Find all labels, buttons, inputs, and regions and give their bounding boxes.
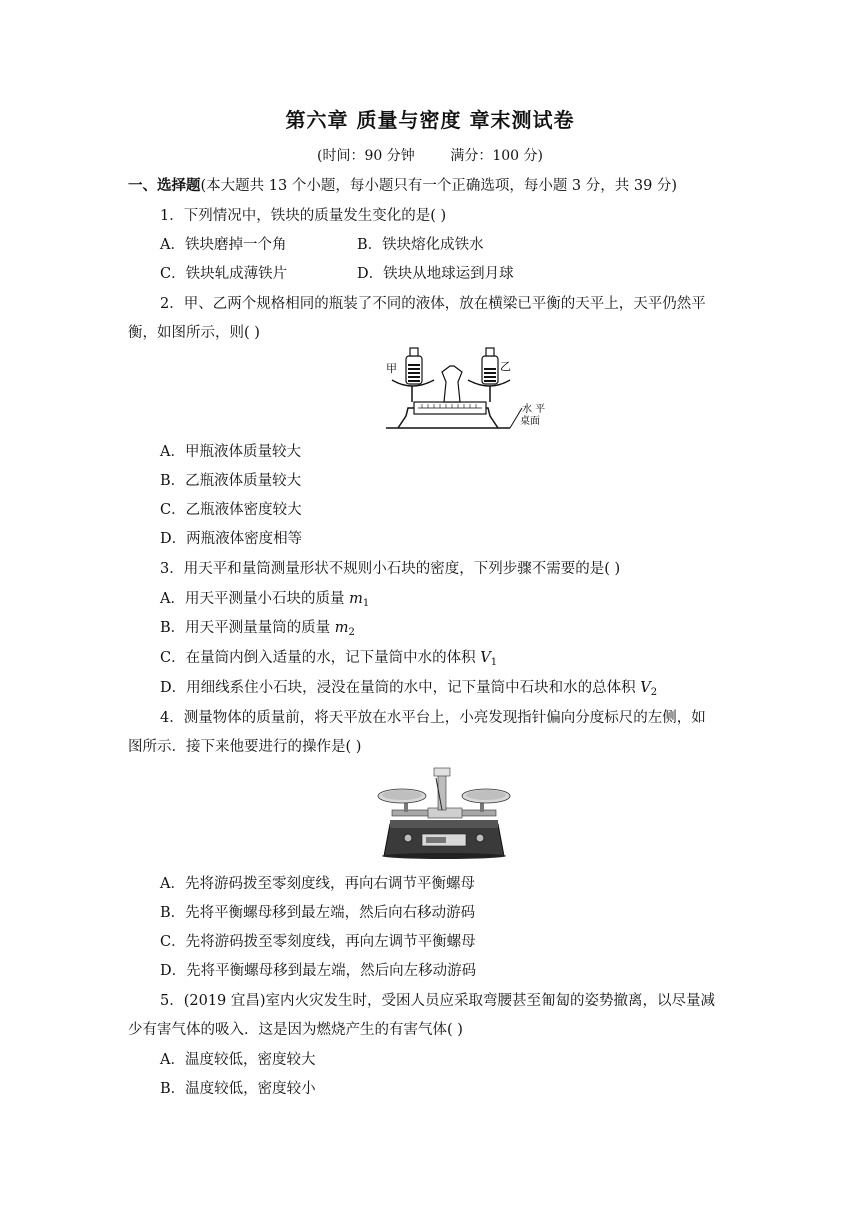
exam-info: (时间：90 分钟 满分：100 分) <box>317 148 543 164</box>
q2-stem-line2: 衡，如图所示，则( ) <box>128 325 260 341</box>
q1-option-d: D．铁块从地球运到月球 <box>357 266 514 282</box>
q2-option-c: C．乙瓶液体密度较大 <box>160 502 302 518</box>
balance-photo-figure <box>376 764 512 860</box>
page-title: 第六章 质量与密度 章末测试卷 <box>285 108 575 132</box>
section-heading <box>128 174 677 195</box>
q2-option-b: B．乙瓶液体质量较大 <box>160 473 302 489</box>
q3-option-a <box>160 587 369 609</box>
q3-option-d-sub: 2 <box>650 687 658 698</box>
q1-option-c: C．铁块轧成薄铁片 <box>160 266 288 282</box>
q3-option-b <box>160 616 355 638</box>
q3-option-b-var: m <box>334 620 349 636</box>
q3-option-b-sub: 2 <box>348 627 355 638</box>
q3-option-d-text: D．用细线系住小石块，浸没在量筒的水中，记下量筒中石块和水的总体积 <box>160 680 641 696</box>
balance-with-bottles-figure <box>382 342 558 434</box>
q2-option-a: A．甲瓶液体质量较大 <box>160 444 301 460</box>
q5-stem-line2: 少有害气体的吸入．这是因为燃烧产生的有害气体( ) <box>128 1022 463 1038</box>
section-title: 一、选择题 <box>128 178 201 194</box>
q3-option-c-text: C．在量筒内倒入适量的水，记下量筒中水的体积 <box>160 650 481 666</box>
section-description: (本大题共 13 个小题，每小题只有一个正确选项，每小题 3 分，共 39 分) <box>200 178 678 194</box>
q4-option-b: B．先将平衡螺母移到最左端，然后向右移动游码 <box>160 905 476 921</box>
q1-option-b: B．铁块熔化成铁水 <box>357 237 484 253</box>
q3-option-c-sub: 1 <box>490 657 498 668</box>
q3-option-d <box>160 676 657 698</box>
label-jia: 甲 <box>386 362 397 375</box>
q3-option-b-text: B．用天平测量量筒的质量 <box>160 620 335 636</box>
label-yi: 乙 <box>500 360 511 373</box>
q2-stem-line1: 2．甲、乙两个规格相同的瓶装了不同的液体，放在横梁已平衡的天平上，天平仍然平 <box>160 296 706 312</box>
q5-option-b: B．温度较低，密度较小 <box>160 1081 316 1097</box>
q3-option-a-sub: 1 <box>362 598 370 609</box>
q5-stem-line1: 5．(2019 宜昌)室内火灾发生时，受困人员应采取弯腰甚至匍匐的姿势撤离，以尽量减 <box>160 993 716 1009</box>
q3-stem: 3．用天平和量筒测量形状不规则小石块的密度，下列步骤不需要的是( ) <box>160 561 621 577</box>
q3-option-c <box>160 646 497 668</box>
q2-option-d: D．两瓶液体密度相等 <box>160 531 303 547</box>
label-desk-line2: 桌面 <box>520 416 540 427</box>
q3-option-d-var: V <box>640 680 651 696</box>
q5-option-a: A．温度较低，密度较大 <box>160 1052 316 1068</box>
q4-stem-line1: 4．测量物体的质量前，将天平放在水平台上，小亮发现指针偏向分度标尺的左侧，如 <box>160 710 706 726</box>
q4-option-a: A．先将游码拨至零刻度线，再向右调节平衡螺母 <box>160 876 475 892</box>
q4-option-c: C．先将游码拨至零刻度线，再向左调节平衡螺母 <box>160 934 476 950</box>
q4-option-d: D．先将平衡螺母移到最左端，然后向左移动游码 <box>160 963 477 979</box>
q3-option-c-var: V <box>480 650 491 666</box>
q1-option-a: A．铁块磨掉一个角 <box>160 237 287 253</box>
q3-option-a-text: A．用天平测量小石块的质量 <box>160 591 350 607</box>
label-desk-line1: 水 平 <box>522 404 546 415</box>
q3-option-a-var: m <box>349 591 363 607</box>
q1-stem: 1．下列情况中，铁块的质量发生变化的是( ) <box>160 208 447 224</box>
q4-stem-line2: 图所示．接下来他要进行的操作是( ) <box>128 739 362 755</box>
